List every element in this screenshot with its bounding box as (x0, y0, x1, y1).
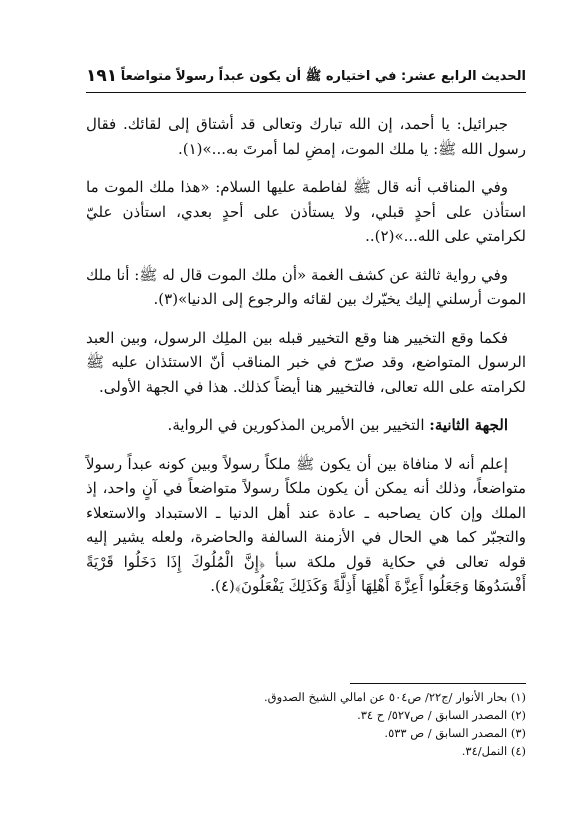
footnote-1: (١) بحار الأنوار /ج٢٢/ ص٥٠٤ عن امالي الشيخ الصدوق. (264, 690, 526, 704)
footnote-4: (٤) النمل/٣٤. (461, 744, 526, 758)
paragraph-3: وفي رواية ثالثة عن كشف الغمة «أن ملك الموت قال له ﷺ: أنا ملك الموت أرسلني إليك يخيّرك بين لقائه والرجوع إلى الدنيا»(٣). (86, 265, 526, 308)
footnotes (86, 688, 526, 760)
section-text: التخيير بين الأمرين المذكورين في الرواية. (167, 416, 430, 434)
header-divider (86, 92, 526, 93)
paragraph-4: فكما وقع التخيير هنا وقع التخيير قبله بين الملِك الرسول، وبين العبد الرسول المتواضع، وقد صرّح في خبر المناقب أنّ الاستئذان عليه ﷺ لكرامته على الله تعالى، فالتخيير هنا أيضاً كذلك. هذا في الجهة الأولى. (86, 328, 526, 396)
section-heading-paragraph (86, 413, 526, 438)
page-number: ١٩١ (86, 66, 118, 86)
paragraph-2: وفي المناقب أنه قال ﷺ لفاطمة عليها السلام: «هذا ملك الموت ما استأذن على أحدٍ قبلي، ولا يستأذن على أحدٍ بعدي، استأذن عليّ لكرامتي على الله...»(٢).. (86, 178, 526, 245)
paragraph-1: جبرائيل: يا أحمد، إن الله تبارك وتعالى قد أشتاق إلى لقائك. فقال رسول الله ﷺ: يا ملك الموت، إمضِ لما أمرتَ به...»(١). (86, 115, 526, 158)
main-text (86, 112, 526, 609)
footnote-2: (٢) المصدر السابق / ص٥٢٧/ ح ٣٤. (357, 708, 526, 722)
paragraph-6: إعلم أنه لا منافاة بين أن يكون ﷺ ملكاً رسولاً وبين كونه عبداً رسولاً متواضعاً، وذلك أنه يمكن أن يكون ملكاً رسولاً متواضعاً في آنٍ واحد، إذ الملك وإن كان يصاحبه ـ عادة عند أهل الدنيا ـ الاستبداد والاستعلاء والتجبّر كما هي الحال في الأزمنة السالفة والحاضرة، ولعله يشير إليه قوله تعالى في حكاية قول ملكة سبأ ﴿إِنَّ الْمُلُوكَ إِذَا دَخَلُوا قَرْيَةً أَفْسَدُوهَا وَجَعَلُوا أَعِزَّةَ أَهْلِهَا أَذِلَّةً وَكَذَلِكَ يَفْعَلُونَ﴾(٤). (86, 454, 526, 595)
running-header (86, 68, 526, 90)
footnote-divider (350, 683, 526, 684)
footnote-3: (٣) المصدر السابق / ص ٥٣٣. (384, 726, 526, 740)
running-title: الحديث الرابع عشر: في اختياره ﷺ أن يكون عبداً رسولاً متواضعاً (120, 69, 526, 84)
section-label: الجهة الثانية: (429, 416, 508, 434)
